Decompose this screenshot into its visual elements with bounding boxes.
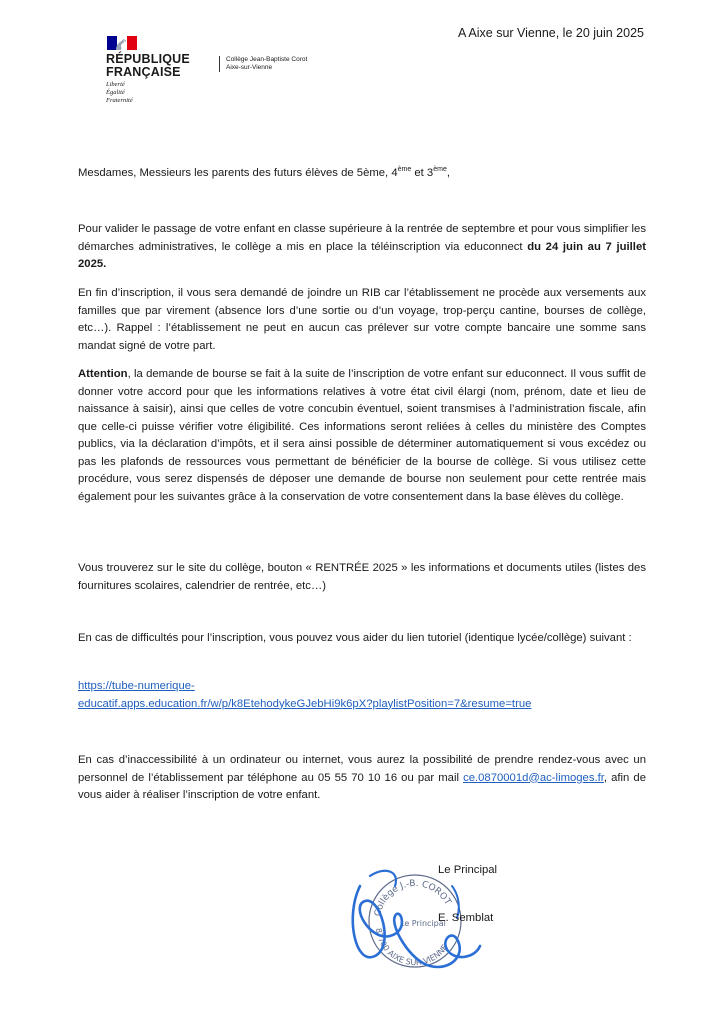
paragraph-contact: En cas d’inaccessibilité à un ordinateur ou internet, vous aurez la possibilité de prendre rendez-vous avec un personnel de l’établissement par téléphone au 05 55 70 10 16 ou par mail ce.0870001d@ac-limoges.fr, afin de vous aider à réaliser l’inscription de votre enfant. [78, 754, 646, 801]
paragraph-teleinscription: Pour valider le passage de votre enfant en classe supérieure à la rentrée de septembre et pour vous simplifier les démarches administratives, le collège a mis en place la téléinscription via educonnect du 24 juin au 7 juillet 2025. [78, 223, 646, 270]
college-address: Collège Jean-Baptiste Corot Aixe-sur-Vienne [219, 56, 307, 72]
stamp-center-text: Le Principal [400, 919, 446, 928]
date-line: A Aixe sur Vienne, le 20 juin 2025 [457, 26, 644, 40]
paragraph-tutoriel: En cas de difficultés pour l’inscription, vous pouvez vous aider du lien tutoriel (identique lycée/collège) suivant : [78, 632, 632, 644]
paragraph-rib: En fin d’inscription, il vous sera demandé de joindre un RIB car l’établissement ne procède aux versements aux familles que par virement (absence lors d’une sortie ou d’un voyage, trop-perçu cantine, bourses de collège, etc…). Rappel : l’établissement ne peut en aucun cas prélever sur votre compte bancaire une somme sans mandat signé de votre part. [78, 287, 646, 352]
republique-francaise-logo [106, 36, 190, 105]
marianne-flag-icon [107, 36, 137, 50]
greeting: Mesdames, Messieurs les parents des futurs élèves de 5ème, 4ème et 3ème, [78, 166, 450, 179]
tutorial-link-line1[interactable]: https://tube-numerique- [78, 680, 195, 692]
republic-name: RÉPUBLIQUE FRANÇAISE [106, 52, 190, 79]
email-link[interactable]: ce.0870001d@ac-limoges.fr [463, 771, 604, 784]
stamp-bottom-text: 87700 AIXE SUR VIENNE [374, 927, 450, 968]
signature-title: Le Principal [438, 864, 498, 876]
paragraph-bourse: Attention, la demande de bourse se fait à la suite de l’inscription de votre enfant sur educonnect. Il vous suffit de donner votre accord pour que les informations relatives à votre état civil élargi (nom, prénom, date et lieu de naissance à saisir), ainsi que celles de votre concubin éventuel, soient transmises à l’administration fiscale, afin que celle-ci puisse vérifier votre éligibilité. Ces informations seront reliées à celles du ministère des Comptes publics, via la déclaration d’impôts, et il sera ainsi possible de déterminer automatiquement si vous excédez ou pas les plafonds de ressources vous permettant de bénéficier de la bourse de collège. Si vous utilisez cette procédure, vous serez dispensés de déposer une demande de bourse non seulement pour cette rentrée mais également pour les suivantes grâce à la conservation de votre consentement dans la base élèves du collège. [78, 368, 646, 503]
tutorial-link-line2[interactable]: educatif.apps.education.fr/w/p/k8EtehodykeGJebHi9k6pX?playlistPosition=7&resume=true [78, 697, 532, 710]
paragraph-site-college: Vous trouverez sur le site du collège, bouton « RENTRÉE 2025 » les informations et documents utiles (listes des fournitures scolaires, calendrier de rentrée, etc…) [78, 562, 646, 592]
signatory-name: E. Semblat [438, 912, 494, 924]
stamp-top-text: Collège J.-B. COROT [373, 878, 453, 918]
republic-motto: Liberté Égalité Fraternité [106, 81, 133, 104]
tutorial-link[interactable] [78, 678, 646, 713]
